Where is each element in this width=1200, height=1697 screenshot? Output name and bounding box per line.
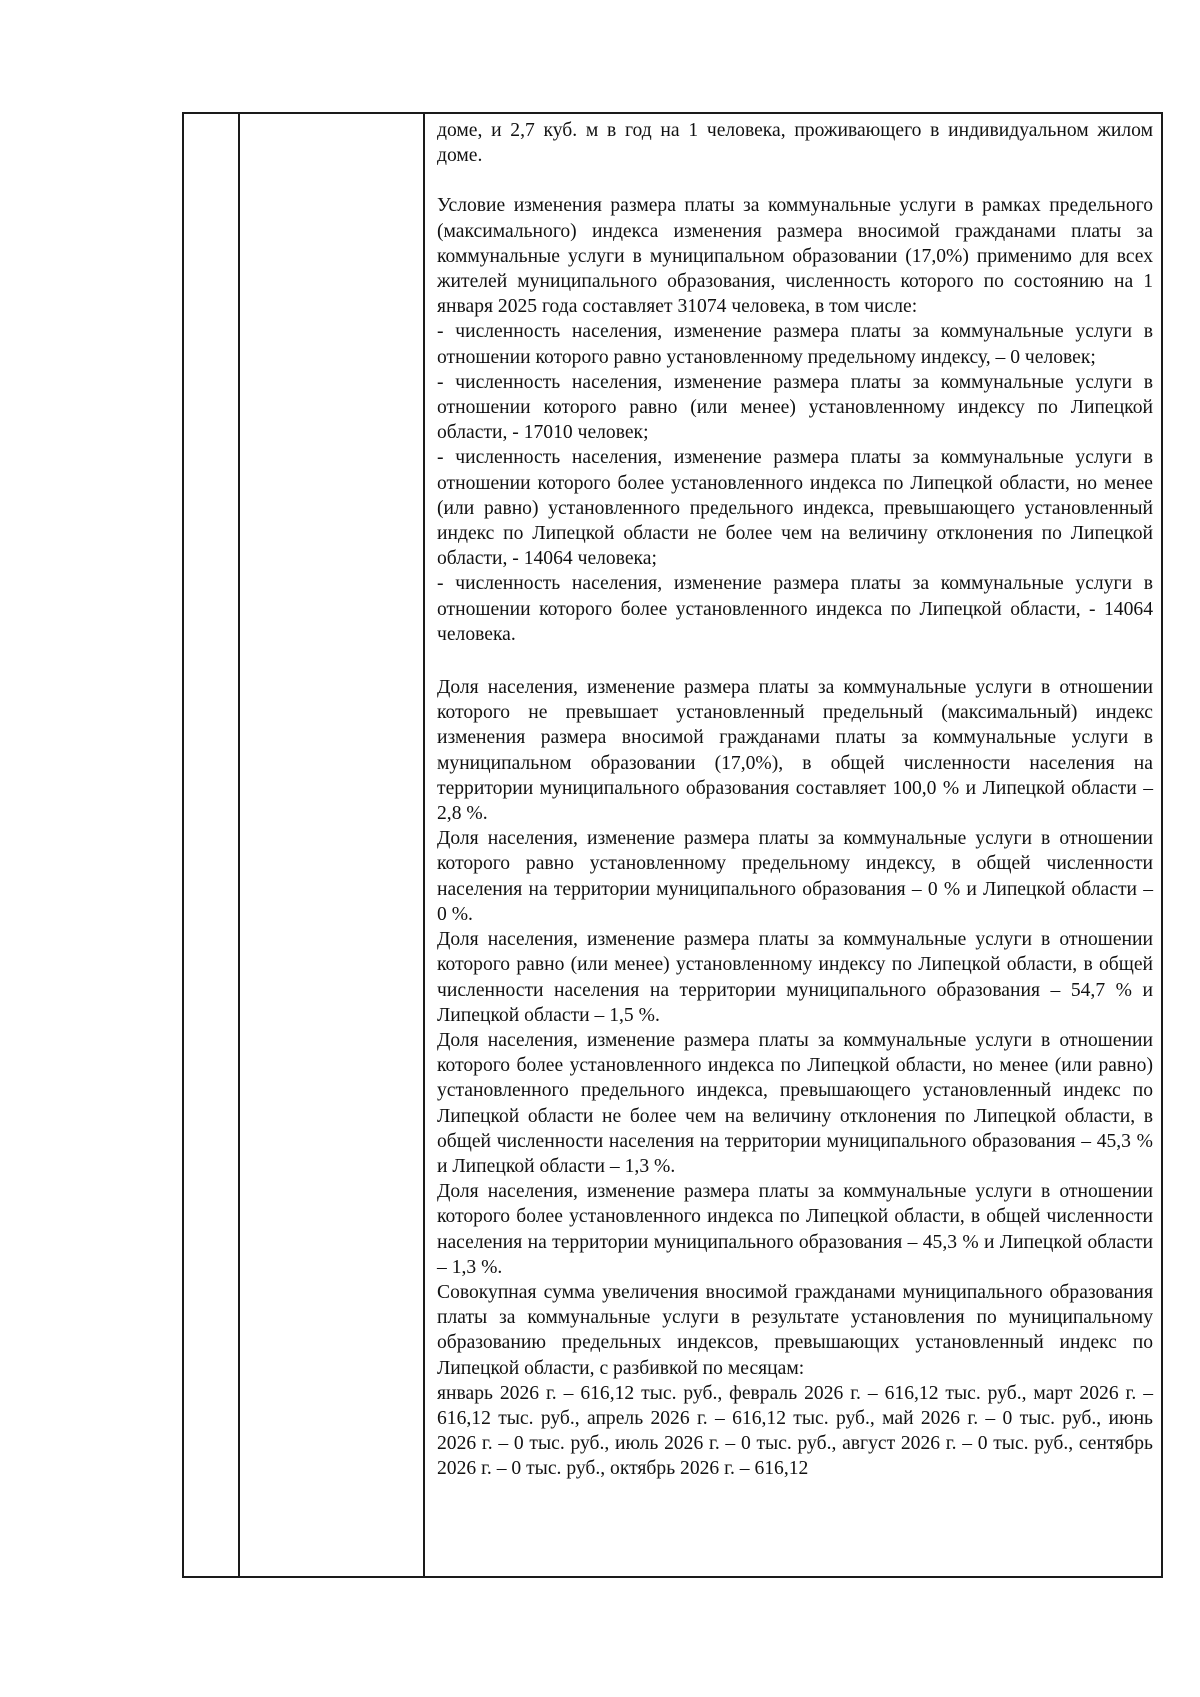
paragraph: Доля населения, изменение размера платы за коммунальные услуги в отношении которого более установленного индекса по Липецкой области, в общей численности населения на территории муниципального образования – 45,3 % и Липецкой области – 1,3 %.: [437, 1181, 1153, 1278]
paragraph: Совокупная сумма увеличения вносимой гражданами муниципального образования платы за коммунальные услуги в результате установления по муниципальному образованию предельных индексов, превышающих установленный индекс по Липецкой области, с разбивкой по месяцам:: [437, 1281, 1153, 1379]
paragraph: доме, и 2,7 куб. м в год на 1 человека, проживающего в индивидуальном жилом доме.: [437, 120, 1153, 167]
list-item: - численность населения, изменение размера платы за коммунальные услуги в отношении которого более установленного индекса по Липецкой области, - 14064 человека.: [437, 573, 1153, 645]
paragraph: Доля населения, изменение размера платы за коммунальные услуги в отношении которого равно установленному предельному индексу, в общей численности населения на территории муниципального образования – 0 % и Липецкой области – 0 %.: [437, 828, 1153, 925]
paragraph: Доля населения, изменение размера платы за коммунальные услуги в отношении которого более установленного индекса по Липецкой области, но менее (или равно) установленного предельного индекса, превышающего установленный индекс по Липецкой области не более чем на величину отклонения по Липецкой области, в общей численности населения на территории муниципального образования – 45,3 % и Липецкой области – 1,3 %.: [437, 1029, 1153, 1177]
list-item: - численность населения, изменение размера платы за коммунальные услуги в отношении которого равно установленному предельному индексу, – 0 человек;: [437, 321, 1153, 368]
paragraph: Доля населения, изменение размера платы за коммунальные услуги в отношении которого не превышает установленный предельный (максимальный) индекс изменения размера вносимой гражданами платы за коммунальные услуги в муниципальном образовании (17,0%), в общей численности населения на территории муниципального образования составляет 100,0 % и Липецкой области – 2,8 %.: [437, 677, 1153, 825]
paragraph: январь 2026 г. – 616,12 тыс. руб., февраль 2026 г. – 616,12 тыс. руб., март 2026 г. – 616,12 тыс. руб., апрель 2026 г. – 616,12 тыс. руб., май 2026 г. – 0 тыс. руб., июнь 2026 г. – 0 тыс. руб., июль 2026 г. – 0 тыс. руб., август 2026 г. – 0 тыс. руб., сентябрь 2026 г. – 0 тыс. руб., октябрь 2026 г. – 616,12: [437, 1382, 1153, 1480]
paragraph: Доля населения, изменение размера платы за коммунальные услуги в отношении которого равно (или менее) установленному индексу по Липецкой области, в общей численности населения на территории муниципального образования – 54,7 % и Липецкой области – 1,5 %.: [437, 929, 1153, 1026]
paragraph: Условие изменения размера платы за коммунальные услуги в рамках предельного (максимального) индекса изменения размера вносимой гражданами платы за коммунальные услуги в муниципальном образовании (17,0%) применимо для всех жителей муниципального образования, численность которого по состоянию на 1 января 2025 года составляет 31074 человека, в том числе:: [437, 195, 1153, 318]
table-cell-name: [239, 113, 424, 1577]
table-cell-content: [424, 113, 1162, 1577]
table-row: [183, 113, 1162, 1577]
list-item: - численность населения, изменение размера платы за коммунальные услуги в отношении которого более установленного индекса по Липецкой области, но менее (или равно) установленного предельного индекса, превышающего установленный индекс по Липецкой области не более чем на величину отклонения по Липецкой области, - 14064 человека;: [437, 447, 1153, 570]
list-item: - численность населения, изменение размера платы за коммунальные услуги в отношении которого равно (или менее) установленному индексу по Липецкой области, - 17010 человек;: [437, 371, 1153, 444]
document-table: [182, 112, 1163, 1578]
table-cell-number: [183, 113, 239, 1577]
